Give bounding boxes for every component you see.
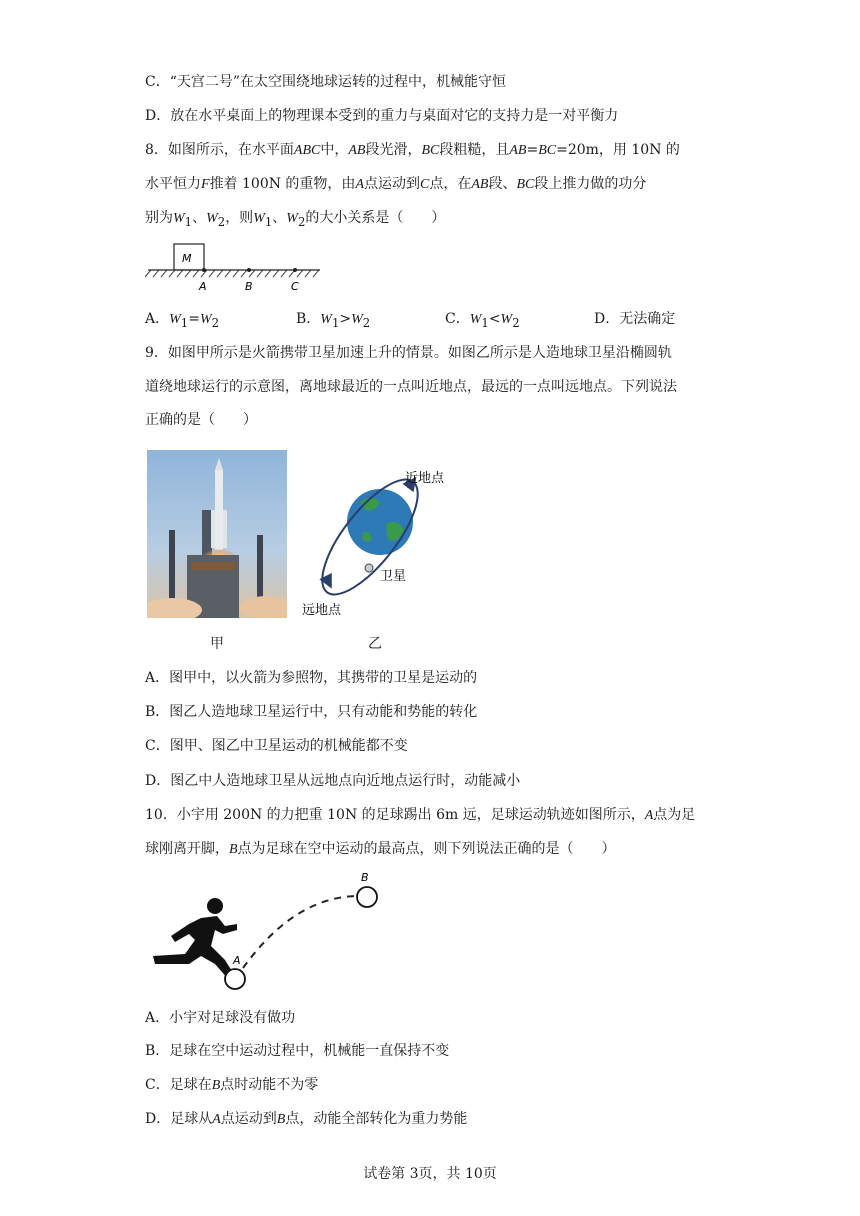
label-apogee: 远地点 [302, 603, 342, 618]
q9-option-d: D．图乙中人造地球卫星从远地点向近地点运行时，动能减小 [145, 773, 521, 789]
block-label: M [182, 252, 192, 265]
ball-at-b [357, 887, 377, 907]
q10-option-b: B．足球在空中运动过程中，机械能一直保持不变 [145, 1043, 450, 1059]
q10-option-d: D．足球从A点运动到B点，动能全部转化为重力势能 [145, 1111, 468, 1127]
label-c: C [291, 280, 299, 293]
earth [347, 489, 413, 555]
q8-stem-line3: 别为$W_1$、$W_2$，则$W_1$、$W_2$的大小关系是（ ） [145, 210, 446, 229]
kick-trajectory-figure [145, 868, 390, 993]
q8-option-b: B．$W_1>W_2$ [296, 311, 371, 330]
q7-option-c: C．“天宫二号”在太空围绕地球运转的过程中，机械能守恒 [145, 74, 507, 90]
point-c [293, 268, 297, 272]
ball-at-a [225, 969, 245, 989]
q9-option-b: B．图乙人造地球卫星运行中，只有动能和势能的转化 [145, 704, 478, 720]
kicker-silhouette [153, 898, 237, 980]
q9-option-a: A．图甲中，以火箭为参照物，其携带的卫星是运动的 [145, 670, 478, 686]
q8-option-c: C．$W_1<W_2$ [445, 311, 520, 330]
q9-stem-line3: 正确的是（ ） [145, 412, 257, 428]
point-b [247, 268, 251, 272]
point-a [202, 268, 206, 272]
q10-option-a: A．小宇对足球没有做功 [145, 1010, 296, 1026]
label-perigee: 近地点 [405, 471, 445, 486]
satellite-icon [365, 564, 373, 572]
label-satellite: 卫星 [380, 569, 407, 584]
q10-option-c: C．足球在B点时动能不为零 [145, 1077, 319, 1093]
q8-figure [145, 240, 325, 295]
q8-stem-line2: 水平恒力F推着 100N 的重物，由A点运动到C点，在AB段、BC段上推力做的功分 [145, 176, 647, 192]
q10-stem-line2: 球刚离开脚，B点为足球在空中运动的最高点，则下列说法正确的是（ ） [145, 841, 616, 857]
q10-stem-line1: 10．小宇用 200N 的力把重 10N 的足球踢出 6m 远，足球运动轨迹如图所示，A点为足 [145, 807, 696, 823]
page-footer: 试卷第 3页，共 10页 [363, 1166, 497, 1182]
q8-option-a: A．$W_1=W_2$ [145, 311, 220, 330]
satellite-orbit-diagram [298, 462, 458, 622]
label-b: B [361, 871, 369, 884]
rocket-launch-photo [147, 450, 287, 618]
q9-option-c: C．图甲、图乙中卫星运动的机械能都不变 [145, 738, 408, 754]
q9-stem-line2: 道绕地球运行的示意图，离地球最近的一点叫近地点，最远的一点叫远地点。下列说法 [145, 379, 677, 395]
caption-jia: 甲 [210, 636, 224, 652]
q7-option-d: D．放在水平桌面上的物理课本受到的重力与桌面对它的支持力是一对平衡力 [145, 108, 619, 124]
ground-hatching [145, 270, 319, 277]
trajectory-path [243, 896, 359, 968]
label-b: B [245, 280, 253, 293]
caption-yi: 乙 [368, 636, 382, 652]
label-a: A [199, 280, 207, 293]
label-a: A [233, 954, 241, 967]
q9-stem-line1: 9．如图甲所示是火箭携带卫星加速上升的情景。如图乙所示是人造地球卫星沿椭圆轨 [145, 345, 672, 361]
q8-option-d: D．无法确定 [594, 311, 676, 327]
q8-stem-line1: 8．如图所示，在水平面ABC中，AB段光滑，BC段粗糙，且AB=BC=20m，用 10N 的 [145, 142, 680, 158]
